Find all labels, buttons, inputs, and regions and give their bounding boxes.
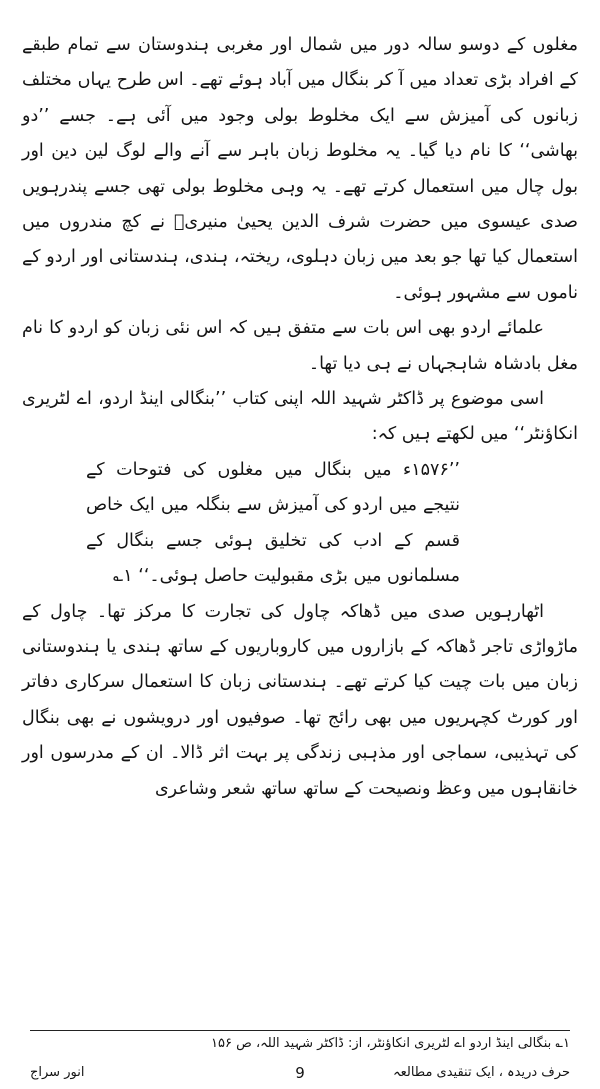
footnote: ۱؎ بنگالی اینڈ اردو اے لٹریری انکاؤنٹر، از: ڈاکٹر شہید اللہ، ص ۱۵۶ [211,1036,570,1051]
footnote-divider [30,1030,570,1031]
body-text [22,28,578,807]
paragraph-3: اسی موضوع پر ڈاکٹر شہید اللہ اپنی کتاب ’’بنگالی اینڈ اردو، اے لٹریری انکاؤنٹر‘‘ میں لکھتے ہیں کہ: [22,389,578,445]
page-number: 9 [295,1064,305,1082]
book-title: حرف دریدہ ، ایک تنقیدی مطالعہ [392,1065,570,1080]
paragraph-1: مغلوں کے دوسو سالہ دور میں شمال اور مغربی ہندوستان سے تمام طبقے کے افراد بڑی تعداد میں آ کر بنگال میں آباد ہوئے تھے۔ اس طرح یہاں مختلف زبانوں کی آمیزش سے ایک مخلوط بولی وجود میں آئی ہے۔ جسے ’’دو بھاشی‘‘ کا نام دیا گیا۔ یہ مخلوط زبان باہر سے آنے والے لوگ لین دین اور بول چال میں استعمال کرتے تھے۔ یہ وہی مخلوط بولی تھی جسے پندرہویں صدی عیسوی میں حضرت شرف الدین یحییٰ منیریؒ نے کچ مندروں میں استعمال کیا تھا جو بعد میں زبان دہلوی، ریختہ، ہندی، ہندستانی اور اردو کے ناموں سے مشہور ہوئی۔ [22,35,578,303]
paragraph-4: اٹھارہویں صدی میں ڈھاکہ چاول کی تجارت کا مرکز تھا۔ چاول کے ماڑواڑی تاجر ڈھاکہ کے بازاروں میں کاروباریوں کے ساتھ ہندی یا ہندوستانی زبان میں بات چیت کیا کرتے تھے۔ ہندستانی زبان کا استعمال سرکاری دفاتر اور کورٹ کچہریوں میں بھی رائج تھا۔ صوفیوں اور درویشوں نے بھی بنگال کی تہذیبی، سماجی اور مذہبی زندگی پر بہت اثر ڈالا۔ ان کے مدرسوں اور خانقاہوں میں وعظ ونصیحت کے ساتھ ساتھ شعر وشاعری [22,601,578,799]
block-quote: ’’۱۵۷۶ء میں بنگال میں مغلوں کی فتوحات کے نتیجے میں اردو کی آمیزش سے بنگلہ میں ایک خاص قسم کے ادب کی تخلیق ہوئی جسے بنگال کے مسلمانوں میں بڑی مقبولیت حاصل ہوئی۔‘‘ ۱؎ [86,459,460,587]
paragraph-2: علمائے اردو بھی اس بات سے متفق ہیں کہ اس نئی زبان کو اردو کا نام مغل بادشاہ شاہجہاں نے ہی دیا تھا۔ [22,318,578,374]
page-footer [30,1062,570,1084]
author-name: انور سراج [30,1065,85,1080]
